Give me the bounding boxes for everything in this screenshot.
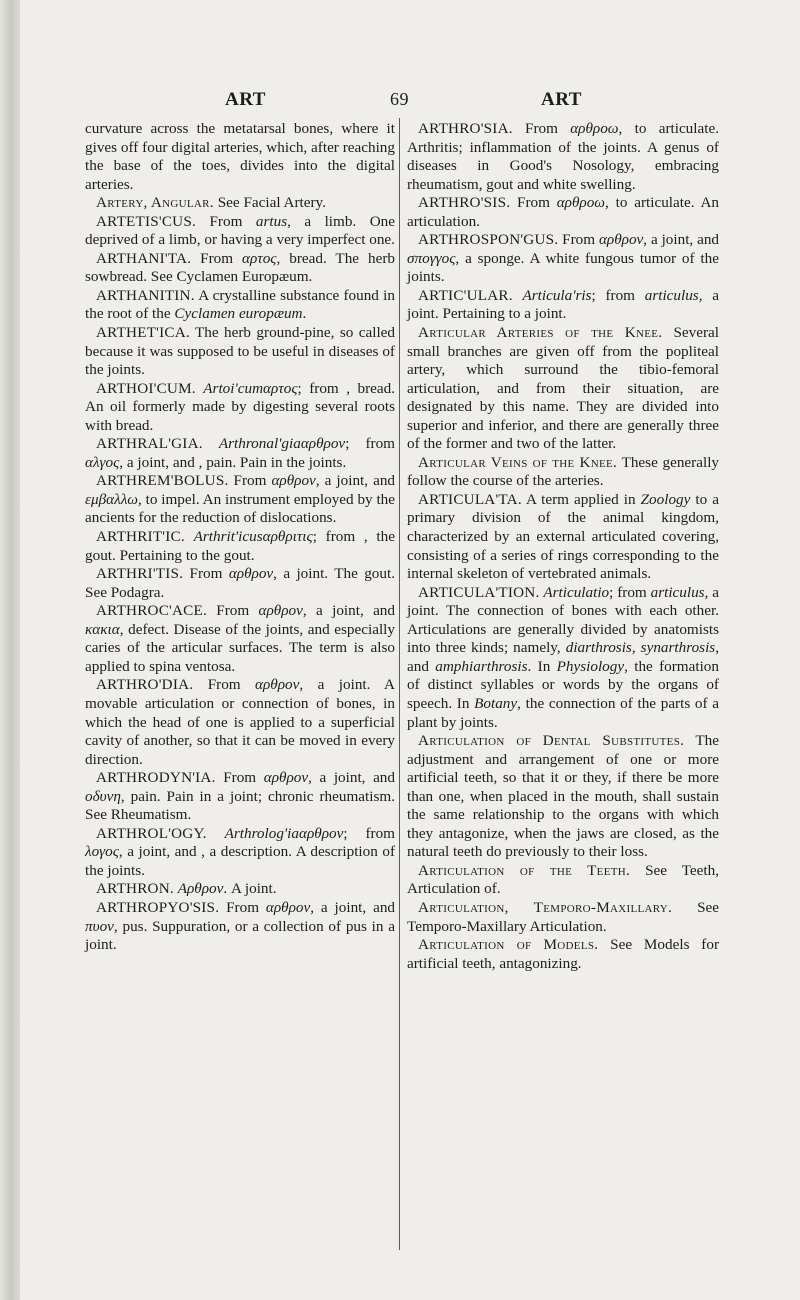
entry-text: , pus. Suppuration, or a collection of pus in a joint. [85, 917, 395, 954]
italic-term: Cyclamen europæum [174, 305, 303, 323]
entry-subheading: Articulation of the Teeth. [418, 861, 631, 879]
entry-subheading: Articular Veins of the Knee. [418, 453, 618, 471]
entry-text: ; from [343, 824, 395, 842]
dictionary-entry [407, 862, 719, 899]
italic-term: articulus [650, 583, 705, 601]
entry-text: curvature across the metatarsal bones, where it gives off four digital arteries, which, after reaching the base of the toes, divides into the digital arteries. [85, 120, 395, 193]
greek-word: οδυνη [85, 787, 121, 805]
entry-text: , a joint. Pertaining to a joint. [407, 286, 719, 323]
entry-headword: ARTHROL'OGY. [96, 824, 207, 842]
running-head [0, 83, 800, 113]
entry-text: . A joint. [223, 880, 277, 898]
italic-term: articulus [644, 286, 699, 304]
greek-word: εμβαλλω [85, 490, 139, 508]
italic-term: diarthrosis, synarthrosis [565, 639, 716, 657]
entry-headword: ARTHOI'CUM. [96, 379, 196, 397]
greek-word: αρθρον [300, 435, 346, 453]
dictionary-entry [85, 602, 395, 676]
entry-text: These generally follow the course of the arteries. [407, 453, 720, 490]
entry-text: From [226, 898, 266, 916]
dictionary-entry [407, 584, 719, 732]
entry-text: ; from [609, 583, 651, 601]
entry-text: From [233, 472, 272, 490]
entry-text: , a joint, and [643, 231, 720, 249]
dictionary-entry [85, 880, 395, 899]
entry-headword: ARTHANI'TA. [96, 249, 192, 267]
italic-term: artus [255, 212, 288, 230]
greek-word: αρθρον [263, 769, 309, 787]
dictionary-entry [407, 732, 719, 862]
greek-word: αρθρον [258, 602, 303, 620]
entry-text: See Models for artificial teeth, antagonizing. [407, 936, 719, 972]
entry-text: See Teeth, Articulation of. [407, 861, 720, 898]
entry-text: , to impel. An instrument employed by the ancients for the reduction of dislocations. [85, 490, 395, 527]
entry-text: , the connection of the parts of a plant by joints. [407, 694, 719, 731]
entry-text: , defect. Disease of the joints, and especially caries of the articular surfaces. The term is also applied to spina ventosa. [85, 620, 395, 675]
entry-text: ; from [312, 528, 364, 546]
book-binding-edge [0, 0, 20, 1300]
entry-text: , a joint. A movable articulation or connection of bones, in which the head of one is applied to a superficial cavity of another, so that it can be moved in every direction. [85, 676, 396, 768]
entry-text: , to articulate. An articulation. [407, 194, 720, 230]
entry-headword: ARTHRO'SIS. [418, 194, 511, 212]
dictionary-entry [85, 287, 395, 324]
entry-text: , a joint. The gout. See Podagra. [85, 565, 395, 601]
greek-word: αρθρον [299, 824, 344, 842]
entry-headword: ARTHANITIN. [96, 286, 195, 304]
entry-text: , and [407, 639, 720, 675]
entry-subheading: Articular Arteries of the Knee. [418, 324, 663, 342]
entry-headword: ARTHREM'BOLUS. [96, 472, 229, 490]
greek-word: αρτος [242, 249, 277, 267]
italic-term: Artoi'cum [203, 379, 264, 397]
entry-text: The adjustment and arrangement of one or more artificial teeth, so that it or they, if there be more than one, when placed in the mouth, shall sustain the same relationship to the organs with which they antagonize, when the jaws are closed, as the natural teeth do previously to their loss. [407, 732, 719, 861]
entry-text: From [209, 212, 256, 230]
entry-text: , a limb. One deprived of a limb, or having a very imperfect one. [85, 212, 396, 249]
greek-word: αρτος [263, 379, 298, 397]
entry-text: Several small branches are given off from the popliteal artery, which surround the tibio-femoral articulation, and from their situation, are designated by this name. They are divided into superior and inferior, and there are generally three of the former and two of the latter. [407, 324, 720, 453]
greek-word: πυον [85, 917, 114, 935]
entry-text: , the gout. Pertaining to the gout. [85, 528, 395, 564]
entry-text: From [200, 249, 243, 267]
dictionary-entry [407, 899, 719, 936]
entry-headword: ARTHRO'DIA. [96, 676, 194, 694]
page-number: 69 [390, 89, 409, 109]
entry-headword: ARTHROSPON'GUS. [418, 231, 559, 249]
entry-text: See Facial Artery. [217, 194, 326, 212]
column-divider [399, 118, 400, 1250]
entry-text: , bread. The herb sowbread. See Cyclamen Europæum. [85, 249, 395, 286]
entry-subheading: Artery, Angular. [96, 194, 214, 212]
entry-text: A term applied in [526, 490, 641, 508]
entry-text: to a primary division of the animal kingdom, characterized by an external articulated covering, consisting of a series of rings corresponding to the internal skeleton of vertebrated animals. [407, 490, 719, 583]
dictionary-entry [407, 120, 719, 194]
entry-text: From [562, 231, 599, 249]
greek-word: λογος [85, 843, 119, 861]
italic-term: Zoology [640, 490, 691, 508]
entry-text: From [525, 120, 571, 137]
entry-text: From [216, 602, 259, 620]
entry-headword: ARTHROPYO'SIS. [96, 898, 220, 916]
dictionary-entry [85, 435, 395, 472]
italic-term: Arthronal'gia [218, 435, 301, 453]
entry-text: , a joint, and [315, 472, 396, 490]
entry-text: , to articulate. Arthritis; inflammation of the joints. A genus of diseases in Good's Nosology, embracing rheumatism, gout and white swelling. [407, 120, 719, 193]
right-column [407, 120, 719, 973]
dictionary-entry [85, 380, 395, 436]
entry-subheading: Articulation, Temporo-Maxillary. [418, 898, 673, 916]
entry-subheading: Articulation of Models. [418, 936, 599, 954]
dictionary-entry [85, 472, 395, 528]
greek-word: αρθρον [228, 565, 274, 583]
dictionary-entry [85, 528, 395, 565]
greek-word: αρθροω [570, 120, 619, 137]
dictionary-entry [407, 491, 719, 584]
entry-headword: ARTHRODYN'IA. [96, 769, 216, 787]
entry-text: , a joint, and [308, 769, 395, 787]
entry-text: , a joint, and [118, 843, 202, 861]
entry-text: The herb ground-pine, so called because it was supposed to be useful in diseases of the joints. [85, 324, 396, 379]
greek-word: αρθρον [271, 472, 316, 490]
entry-text: From [189, 565, 229, 583]
dictionary-entry [407, 231, 719, 287]
dictionary-entry [85, 899, 395, 955]
entry-text: , a description. A description of the joints. [85, 843, 396, 879]
entry-headword: ARTETIS'CUS. [96, 212, 196, 230]
entry-text: , pain. Pain in the joints. [198, 453, 347, 471]
entry-headword: ARTICULA'TION. [418, 583, 540, 601]
dictionary-entry [85, 324, 395, 380]
entry-headword: ARTHRO'SIA. [418, 120, 513, 137]
entry-text: ; from [591, 286, 645, 304]
entry-text: . [302, 305, 307, 323]
entry-text: A crystalline substance found in the root of the [85, 286, 395, 323]
italic-term: Physiology [556, 657, 625, 675]
entry-subheading: Articulation of Dental Substitutes. [418, 732, 685, 750]
dictionary-entry [407, 936, 719, 973]
dictionary-entry [407, 454, 719, 491]
entry-text: ; from [297, 379, 347, 397]
greek-word: αρθρον [598, 231, 644, 249]
italic-term: amphiarthrosis [435, 657, 528, 675]
entry-headword: ARTHRON. [96, 880, 174, 898]
entry-headword: ARTHRI'TIS. [96, 565, 184, 583]
greek-word: αρθριτις [262, 528, 313, 546]
entry-headword: ARTICULA'TA. [418, 490, 522, 508]
entry-text: See Temporo-Maxillary Articulation. [407, 898, 720, 935]
entry-text: , a joint. The connection of bones with each other. Articulations are generally divided by anatomists into three kinds; namely, [407, 583, 719, 657]
entry-text: , pain. Pain in a joint; chronic rheumatism. See Rheumatism. [85, 787, 395, 824]
entry-headword: ARTHET'ICA. [96, 324, 190, 342]
dictionary-entry [85, 120, 395, 194]
dictionary-entry [407, 324, 719, 454]
entry-headword: ARTIC'ULAR. [418, 286, 513, 304]
dictionary-entry [85, 194, 395, 213]
greek-word: αλγος [85, 453, 120, 471]
entry-text: , a joint, and [310, 898, 396, 916]
header-left-word: ART [225, 89, 266, 110]
header-right-word: ART [541, 89, 582, 110]
entry-text: . In [527, 657, 557, 675]
dictionary-entry [407, 287, 719, 324]
greek-word: αρθρον [265, 898, 311, 916]
entry-headword: ARTHRIT'IC. [96, 528, 185, 546]
entry-text: From [517, 194, 557, 212]
entry-text: From [207, 676, 256, 694]
entry-text: , a sponge. A white fungous tumor of the joints. [407, 249, 719, 286]
entry-text: , bread. An oil formerly made by digesting several roots with bread. [85, 379, 395, 434]
dictionary-entry [85, 769, 395, 825]
dictionary-entry [407, 194, 719, 231]
dictionary-entry [85, 250, 395, 287]
italic-term: Arthrit'icus [193, 528, 263, 546]
greek-word: κακια [85, 620, 120, 638]
entry-text: From [223, 769, 264, 787]
italic-term: Botany [474, 694, 518, 712]
greek-word: Αρθρον [177, 880, 224, 898]
italic-term: Articulatio [543, 583, 610, 601]
left-column [85, 120, 395, 955]
entry-headword: ARTHROC'ACE. [96, 602, 207, 620]
greek-word: σπογγος [407, 249, 456, 267]
entry-text: ; from [345, 435, 395, 453]
dictionary-entry [85, 676, 395, 769]
greek-word: αρθροω [556, 194, 606, 212]
italic-term: Arthrolog'ia [224, 824, 299, 842]
entry-headword: ARTHRAL'GIA. [96, 435, 203, 453]
dictionary-entry [85, 825, 395, 881]
entry-text: , a joint, and [119, 453, 199, 471]
entry-text: , the formation of distinct syllables or words by the organs of speech. In [407, 657, 719, 712]
italic-term: Articula'ris [522, 286, 592, 304]
entry-text: , a joint, and [302, 602, 395, 620]
dictionary-entry [85, 565, 395, 602]
dictionary-entry [85, 213, 395, 250]
greek-word: αρθρον [255, 676, 300, 694]
